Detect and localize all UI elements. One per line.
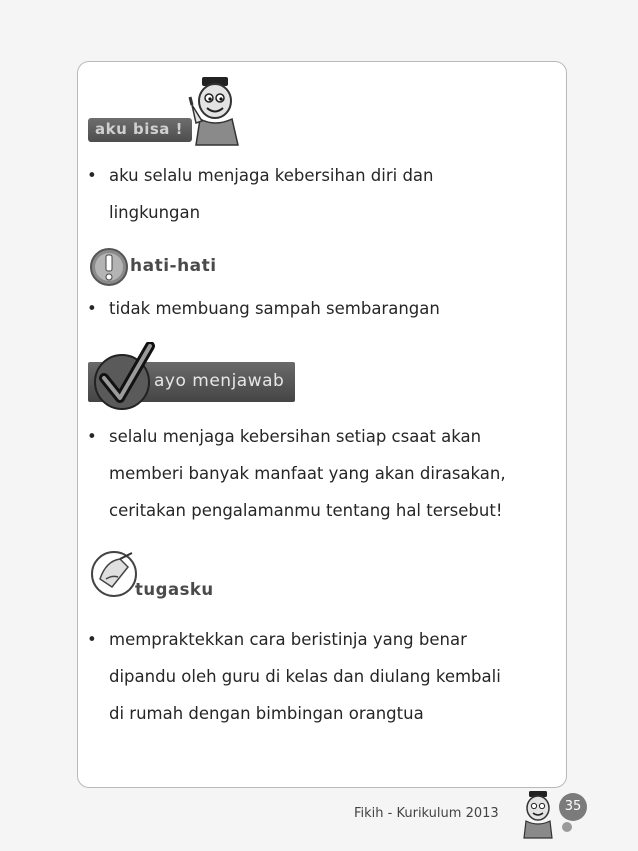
ayo-menjawab-line-3: ceritakan pengalamanmu tentang hal tersebut! bbox=[109, 501, 503, 520]
footer-mascot-icon bbox=[518, 790, 558, 840]
aku-bisa-line-1: aku selalu menjaga kebersihan diri dan bbox=[109, 166, 434, 185]
checkmark-icon bbox=[92, 342, 156, 412]
aku-bisa-text bbox=[87, 157, 434, 231]
bullet-dot: • bbox=[87, 427, 97, 446]
ayo-menjawab-line-2: memberi banyak manfaat yang akan dirasakan, bbox=[109, 464, 506, 483]
hati-hati-text bbox=[87, 290, 440, 327]
bullet-dot: • bbox=[87, 630, 97, 649]
page-number-badge: 35 bbox=[559, 793, 587, 821]
tugasku-line-2: dipandu oleh guru di kelas dan diulang kembali bbox=[109, 667, 501, 686]
bullet-dot: • bbox=[87, 166, 97, 185]
tugasku-label: tugasku bbox=[135, 580, 214, 599]
boy-mascot-icon bbox=[186, 75, 246, 147]
bullet-dot: • bbox=[87, 299, 97, 318]
tugasku-line-1: mempraktekkan cara beristinja yang benar bbox=[109, 630, 467, 649]
hati-hati-label: hati-hati bbox=[130, 256, 217, 276]
ayo-menjawab-label: ayo menjawab bbox=[154, 371, 285, 391]
hand-writing-icon bbox=[90, 549, 140, 599]
hati-hati-line-1: tidak membuang sampah sembarangan bbox=[109, 299, 440, 318]
aku-bisa-banner bbox=[88, 118, 192, 142]
ayo-menjawab-text bbox=[87, 418, 506, 529]
ayo-menjawab-line-1: selalu menjaga kebersihan setiap csaat akan bbox=[109, 427, 482, 446]
page-dot-decoration bbox=[562, 822, 572, 832]
book-title: Fikih - Kurikulum 2013 bbox=[354, 806, 499, 821]
aku-bisa-line-2: lingkungan bbox=[109, 203, 201, 222]
aku-bisa-label: aku bisa ! bbox=[95, 120, 183, 138]
tugasku-line-3: di rumah dengan bimbingan orangtua bbox=[109, 704, 424, 723]
tugasku-text bbox=[87, 621, 501, 732]
exclamation-warning-icon bbox=[89, 247, 129, 287]
